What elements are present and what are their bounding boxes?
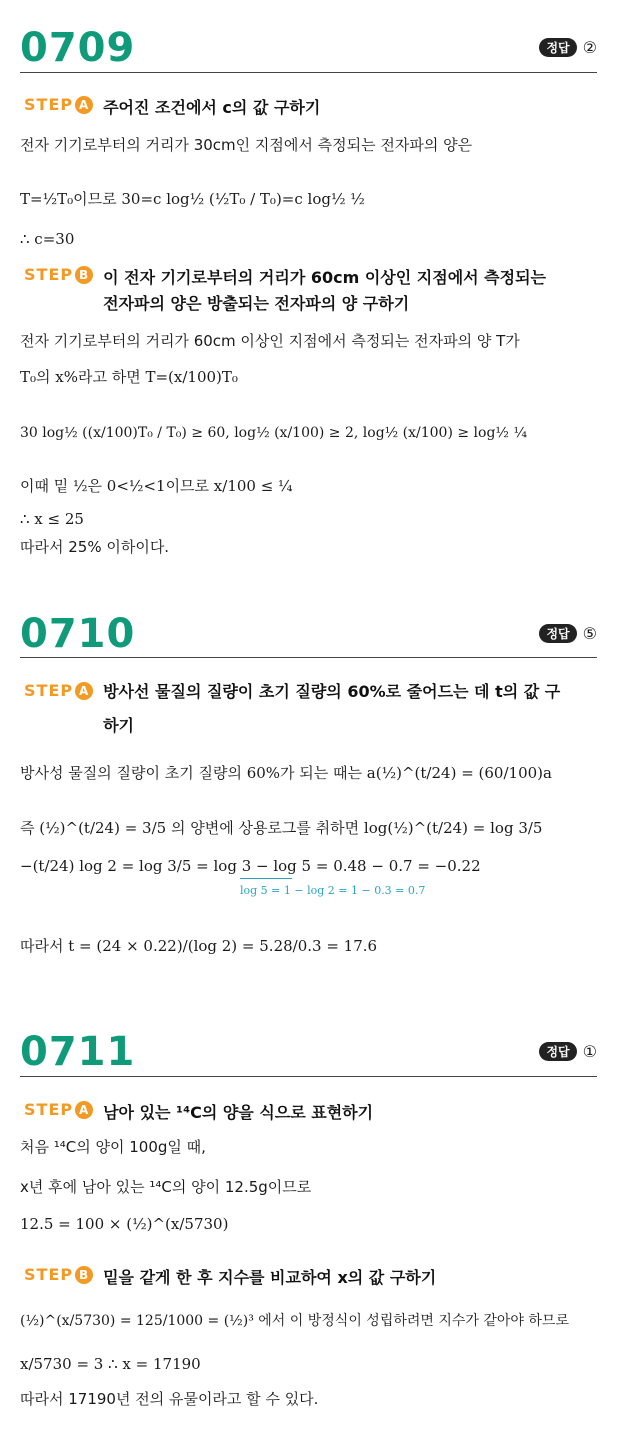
equation-line: ∴ c=30 xyxy=(20,230,75,248)
answer-badge: 정답 xyxy=(539,624,576,643)
equation-line: x/5730 = 3 ∴ x = 17190 xyxy=(20,1355,201,1373)
answer-indicator xyxy=(539,38,597,57)
step-letter-icon: A xyxy=(75,1101,93,1119)
equation-line: 30 log½ ((x/100)T₀ / T₀) ≥ 60, log½ (x/100) ≥ 2, log½ (x/100) ≥ log½ ¼ xyxy=(20,425,528,441)
answer-indicator xyxy=(539,624,597,643)
equation-line: 이때 밑 ½은 0<½<1이므로 x/100 ≤ ¼ xyxy=(20,477,293,495)
step-label: STEP B xyxy=(24,265,93,284)
step-title: 남아 있는 ¹⁴C의 양을 식으로 표현하기 xyxy=(103,1103,374,1122)
equation-line: T=½T₀이므로 30=c log½ (½T₀ / T₀)=c log½ ½ xyxy=(20,190,365,208)
equation-line: 방사성 물질의 질량이 초기 질량의 60%가 되는 때는 a(½)^(t/24) = (60/100)a xyxy=(20,764,552,782)
step-label: STEP A xyxy=(24,1100,93,1119)
step-label: STEP B xyxy=(24,1265,93,1284)
problem-number: 0709 xyxy=(20,25,136,71)
equation-line: (½)^(x/5730) = 125/1000 = (½)³ 에서 이 방정식이 성립하려면 지수가 같아야 하므로 xyxy=(20,1313,569,1329)
text-line: 전자 기기로부터의 거리가 60cm 이상인 지점에서 측정되는 전자파의 양 T가 xyxy=(20,332,520,350)
step-b xyxy=(24,265,584,317)
answer-value: ⑤ xyxy=(582,624,597,643)
problem-number: 0710 xyxy=(20,611,136,657)
text-line: 처음 ¹⁴C의 양이 100g일 때, xyxy=(20,1138,206,1156)
equation-line: ∴ x ≤ 25 xyxy=(20,510,84,528)
step-title: 주어진 조건에서 c의 값 구하기 xyxy=(103,98,321,117)
step-letter-icon: B xyxy=(75,1266,93,1284)
step-a xyxy=(24,1100,373,1123)
step-a xyxy=(24,681,584,743)
step-title: 밑을 같게 한 후 지수를 비교하여 x의 값 구하기 xyxy=(103,1268,437,1287)
step-letter-icon: A xyxy=(75,96,93,114)
equation-line: 따라서 t = (24 × 0.22)/(log 2) = 5.28/0.3 = 17.6 xyxy=(20,937,378,955)
step-letter-icon: B xyxy=(75,266,93,284)
equation-line: T₀의 x%라고 하면 T=(x/100)T₀ xyxy=(20,368,238,386)
answer-value: ① xyxy=(582,1042,597,1061)
step-label: STEP A xyxy=(24,95,93,114)
text-line: 전자 기기로부터의 거리가 30cm인 지점에서 측정되는 전자파의 양은 xyxy=(20,136,473,154)
underline-mark xyxy=(240,878,292,879)
problem-number: 0711 xyxy=(20,1029,136,1075)
equation-line: −(t/24) log 2 = log 3/5 = log 3 − log 5 = 0.48 − 0.7 = −0.22 xyxy=(20,857,481,875)
equation-line: 즉 (½)^(t/24) = 3/5 의 양변에 상용로그를 취하면 log(½)^(t/24) = log 3/5 xyxy=(20,819,543,837)
step-a xyxy=(24,95,320,118)
divider xyxy=(20,657,597,658)
answer-indicator xyxy=(539,1042,597,1061)
text-line: x년 후에 남아 있는 ¹⁴C의 양이 12.5g이므로 xyxy=(20,1178,312,1196)
step-letter-icon: A xyxy=(75,682,93,700)
text-line: 따라서 17190년 전의 유물이라고 할 수 있다. xyxy=(20,1390,319,1408)
equation-line: 12.5 = 100 × (½)^(x/5730) xyxy=(20,1215,229,1233)
divider xyxy=(20,72,597,73)
answer-badge: 정답 xyxy=(539,38,576,57)
text-line: 따라서 25% 이하이다. xyxy=(20,538,170,556)
annotation-note: log 5 = 1 − log 2 = 1 − 0.3 = 0.7 xyxy=(240,884,426,897)
answer-value: ② xyxy=(582,38,597,57)
step-b xyxy=(24,1265,436,1288)
step-title: 이 전자 기기로부터의 거리가 60cm 이상인 지점에서 측정되는 전자파의 양은 방출되는 전자파의 양 구하기 xyxy=(103,268,546,313)
divider xyxy=(20,1076,597,1077)
step-label: STEP A xyxy=(24,681,93,700)
answer-badge: 정답 xyxy=(539,1042,576,1061)
step-title: 방사선 물질의 질량이 초기 질량의 60%로 줄어드는 데 t의 값 구하기 xyxy=(103,682,561,735)
